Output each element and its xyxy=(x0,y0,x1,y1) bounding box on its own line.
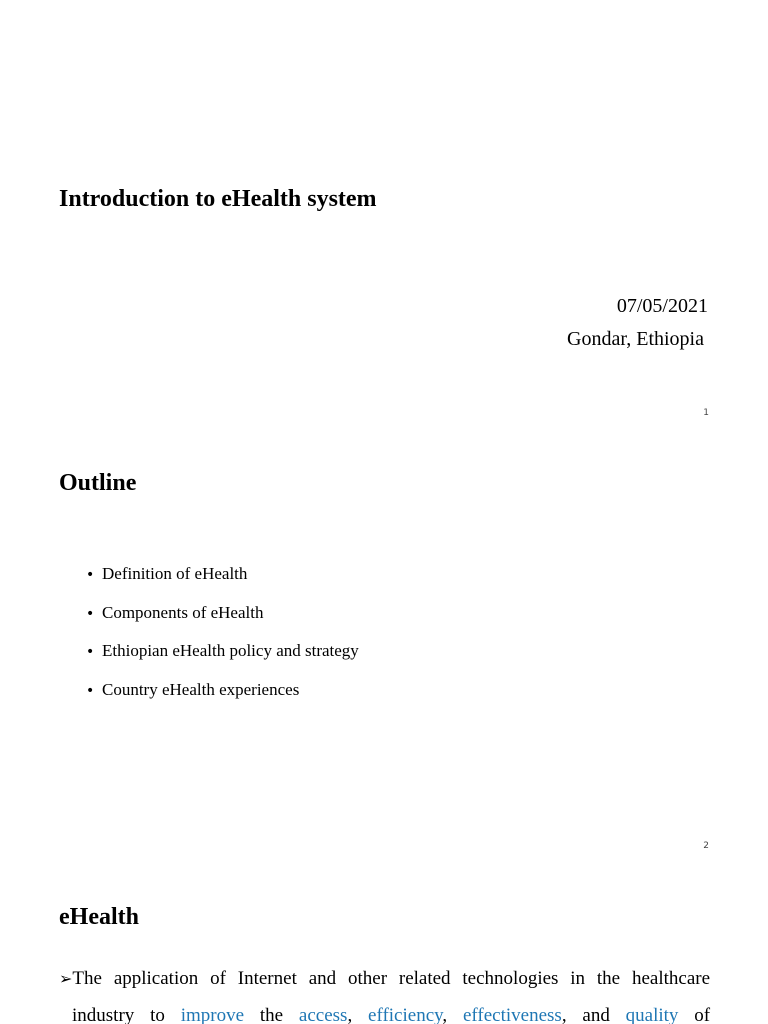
page-number: 2 xyxy=(703,841,709,851)
list-item xyxy=(86,640,359,679)
paragraph-word: application xyxy=(113,968,199,989)
list-item xyxy=(86,679,359,718)
list-item-label: Components of eHealth xyxy=(102,602,264,622)
presentation-meta xyxy=(567,290,708,356)
bullet-icon: • xyxy=(86,644,95,660)
highlighted-word: effectiveness xyxy=(462,1005,562,1024)
paragraph-text: of Internet and other related technologies in the healthcare xyxy=(210,968,711,989)
presentation-location: Gondar, Ethiopia xyxy=(567,328,704,350)
slide-title: Introduction to eHealth system xyxy=(59,186,377,212)
bullet-icon: • xyxy=(86,605,95,622)
bullet-icon: • xyxy=(86,682,95,699)
slide-title: Outline xyxy=(59,470,137,496)
paragraph-word: industry xyxy=(72,1005,135,1024)
list-item xyxy=(86,563,359,602)
paragraph-word: The xyxy=(72,968,102,989)
paragraph-word: , xyxy=(442,1005,448,1024)
highlighted-word: quality xyxy=(625,1005,679,1024)
slide-1 xyxy=(0,0,768,430)
slide-2 xyxy=(0,430,768,864)
paragraph-word: the xyxy=(259,1005,284,1024)
paragraph-word: of xyxy=(694,1005,711,1024)
presentation-date: 07/05/2021 xyxy=(616,295,708,317)
definition-paragraph xyxy=(59,960,710,1024)
paragraph-word: , xyxy=(347,1005,353,1024)
paragraph-word: , and xyxy=(561,1005,610,1024)
slide-3 xyxy=(0,864,768,1024)
page-number: 1 xyxy=(703,408,709,418)
arrow-bullet-icon: ➢ xyxy=(59,969,73,988)
highlighted-word: efficiency xyxy=(368,1005,443,1024)
list-item xyxy=(86,602,359,641)
bullet-icon: • xyxy=(86,567,95,583)
list-item-label: Definition of eHealth xyxy=(102,564,248,583)
paragraph-line xyxy=(59,960,710,997)
list-item-label: Country eHealth experiences xyxy=(102,679,300,699)
paragraph-line xyxy=(59,997,710,1024)
outline-list xyxy=(86,563,359,717)
highlighted-word: improve xyxy=(180,1005,245,1024)
paragraph-word: to xyxy=(150,1005,165,1024)
slide-title: eHealth xyxy=(59,904,139,930)
highlighted-word: access xyxy=(298,1005,348,1024)
list-item-label: Ethiopian eHealth policy and strategy xyxy=(102,641,359,660)
